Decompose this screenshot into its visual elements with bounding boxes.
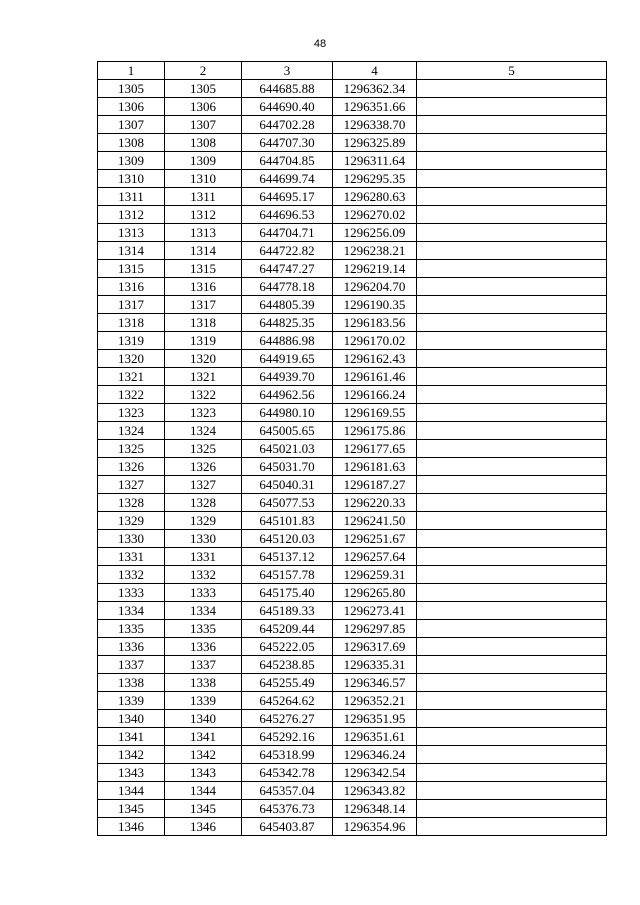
table-cell-col-4: 1296351.61	[333, 728, 417, 746]
table-cell-col-5	[417, 440, 607, 458]
table-row	[98, 494, 607, 512]
table-cell-col-4: 1296265.80	[333, 584, 417, 602]
table-cell-col-2: 1317	[165, 296, 242, 314]
table-cell-col-2: 1339	[165, 692, 242, 710]
table-cell-col-2: 1334	[165, 602, 242, 620]
table-cell-col-1: 1311	[98, 188, 165, 206]
table-cell-col-5	[417, 368, 607, 386]
table-row	[98, 746, 607, 764]
table-cell-col-4: 1296317.69	[333, 638, 417, 656]
table-cell-col-3: 644707.30	[242, 134, 333, 152]
table-cell-col-5	[417, 728, 607, 746]
table-cell-col-5	[417, 800, 607, 818]
table-cell-col-4: 1296343.82	[333, 782, 417, 800]
table-cell-col-1: 1314	[98, 242, 165, 260]
table-cell-col-4: 1296354.96	[333, 818, 417, 836]
table-cell-col-5	[417, 260, 607, 278]
table-cell-col-5	[417, 782, 607, 800]
table-cell-col-4: 1296335.31	[333, 656, 417, 674]
table-row	[98, 584, 607, 602]
table-cell-col-4: 1296251.67	[333, 530, 417, 548]
table-cell-col-2: 1309	[165, 152, 242, 170]
table-cell-col-3: 645264.62	[242, 692, 333, 710]
table-cell-col-4: 1296351.66	[333, 98, 417, 116]
table-cell-col-2: 1318	[165, 314, 242, 332]
table-cell-col-3: 645005.65	[242, 422, 333, 440]
table-cell-col-5	[417, 584, 607, 602]
table-cell-col-4: 1296256.09	[333, 224, 417, 242]
table-cell-col-4: 1296362.34	[333, 80, 417, 98]
table-cell-col-3: 644962.56	[242, 386, 333, 404]
table-cell-col-5	[417, 530, 607, 548]
table-row	[98, 602, 607, 620]
table-cell-col-5	[417, 314, 607, 332]
table-cell-col-3: 645077.53	[242, 494, 333, 512]
table-cell-col-1: 1331	[98, 548, 165, 566]
header-col-5: 5	[417, 62, 607, 80]
table-cell-col-4: 1296220.33	[333, 494, 417, 512]
table-cell-col-1: 1316	[98, 278, 165, 296]
table-cell-col-1: 1309	[98, 152, 165, 170]
table-cell-col-5	[417, 602, 607, 620]
table-cell-col-2: 1316	[165, 278, 242, 296]
table-cell-col-3: 644702.28	[242, 116, 333, 134]
table-cell-col-5	[417, 566, 607, 584]
table-cell-col-5	[417, 512, 607, 530]
table-cell-col-3: 644695.17	[242, 188, 333, 206]
table-row	[98, 710, 607, 728]
table-cell-col-1: 1330	[98, 530, 165, 548]
table-row	[98, 206, 607, 224]
table-row	[98, 332, 607, 350]
table-cell-col-1: 1318	[98, 314, 165, 332]
table-cell-col-2: 1341	[165, 728, 242, 746]
table-cell-col-2: 1314	[165, 242, 242, 260]
table-cell-col-4: 1296297.85	[333, 620, 417, 638]
table-row	[98, 80, 607, 98]
table-cell-col-3: 645222.05	[242, 638, 333, 656]
table-cell-col-5	[417, 80, 607, 98]
table-cell-col-3: 645238.85	[242, 656, 333, 674]
table-cell-col-5	[417, 332, 607, 350]
header-col-2: 2	[165, 62, 242, 80]
table-row	[98, 188, 607, 206]
table-cell-col-4: 1296280.63	[333, 188, 417, 206]
table-row	[98, 692, 607, 710]
table-cell-col-2: 1321	[165, 368, 242, 386]
table-row	[98, 728, 607, 746]
table-row	[98, 260, 607, 278]
table-cell-col-5	[417, 674, 607, 692]
table-cell-col-1: 1324	[98, 422, 165, 440]
table-cell-col-1: 1313	[98, 224, 165, 242]
table-cell-col-1: 1340	[98, 710, 165, 728]
table-cell-col-2: 1308	[165, 134, 242, 152]
table-cell-col-4: 1296342.54	[333, 764, 417, 782]
table-row	[98, 242, 607, 260]
table-cell-col-1: 1308	[98, 134, 165, 152]
table-row	[98, 314, 607, 332]
table-cell-col-2: 1328	[165, 494, 242, 512]
table-cell-col-2: 1305	[165, 80, 242, 98]
table-cell-col-4: 1296346.24	[333, 746, 417, 764]
header-col-4: 4	[333, 62, 417, 80]
table-cell-col-1: 1344	[98, 782, 165, 800]
table-cell-col-3: 644704.71	[242, 224, 333, 242]
table-cell-col-5	[417, 548, 607, 566]
table-cell-col-3: 645342.78	[242, 764, 333, 782]
table-cell-col-3: 644886.98	[242, 332, 333, 350]
table-cell-col-5	[417, 710, 607, 728]
table-cell-col-4: 1296190.35	[333, 296, 417, 314]
table-cell-col-4: 1296325.89	[333, 134, 417, 152]
table-cell-col-1: 1319	[98, 332, 165, 350]
table-row	[98, 620, 607, 638]
table-cell-col-3: 645276.27	[242, 710, 333, 728]
table-cell-col-5	[417, 638, 607, 656]
table-cell-col-3: 644939.70	[242, 368, 333, 386]
table-cell-col-2: 1335	[165, 620, 242, 638]
table-row	[98, 98, 607, 116]
table-cell-col-2: 1320	[165, 350, 242, 368]
table-cell-col-3: 644699.74	[242, 170, 333, 188]
table-row	[98, 458, 607, 476]
table-cell-col-4: 1296181.63	[333, 458, 417, 476]
table-header	[98, 62, 607, 80]
table-cell-col-5	[417, 278, 607, 296]
table-cell-col-5	[417, 386, 607, 404]
table-cell-col-5	[417, 350, 607, 368]
page-number: 48	[313, 38, 327, 50]
table-cell-col-5	[417, 494, 607, 512]
table-row	[98, 134, 607, 152]
table-cell-col-4: 1296204.70	[333, 278, 417, 296]
table-row	[98, 764, 607, 782]
table-cell-col-2: 1338	[165, 674, 242, 692]
table-cell-col-3: 644805.39	[242, 296, 333, 314]
table-row	[98, 638, 607, 656]
table-cell-col-4: 1296270.02	[333, 206, 417, 224]
table-cell-col-2: 1306	[165, 98, 242, 116]
table-cell-col-2: 1307	[165, 116, 242, 134]
table-cell-col-5	[417, 746, 607, 764]
table-cell-col-3: 644722.82	[242, 242, 333, 260]
table-cell-col-4: 1296177.65	[333, 440, 417, 458]
table-cell-col-3: 645175.40	[242, 584, 333, 602]
table-row	[98, 170, 607, 188]
table-cell-col-3: 644778.18	[242, 278, 333, 296]
table-cell-col-5	[417, 620, 607, 638]
table-cell-col-3: 644696.53	[242, 206, 333, 224]
table-cell-col-1: 1345	[98, 800, 165, 818]
header-col-1: 1	[98, 62, 165, 80]
table-row	[98, 440, 607, 458]
table-row	[98, 476, 607, 494]
table-cell-col-3: 644825.35	[242, 314, 333, 332]
header-col-3: 3	[242, 62, 333, 80]
table-cell-col-5	[417, 242, 607, 260]
table-cell-col-5	[417, 116, 607, 134]
table-cell-col-1: 1339	[98, 692, 165, 710]
table-cell-col-5	[417, 692, 607, 710]
table-cell-col-1: 1346	[98, 818, 165, 836]
table-cell-col-4: 1296238.21	[333, 242, 417, 260]
table-cell-col-4: 1296187.27	[333, 476, 417, 494]
table-cell-col-3: 645137.12	[242, 548, 333, 566]
table-cell-col-3: 644747.27	[242, 260, 333, 278]
table-cell-col-2: 1345	[165, 800, 242, 818]
table-cell-col-4: 1296311.64	[333, 152, 417, 170]
coordinates-table	[97, 61, 607, 836]
table-cell-col-2: 1319	[165, 332, 242, 350]
table-row	[98, 224, 607, 242]
table-cell-col-3: 645040.31	[242, 476, 333, 494]
table-cell-col-1: 1332	[98, 566, 165, 584]
table-cell-col-4: 1296175.86	[333, 422, 417, 440]
table-cell-col-3: 645189.33	[242, 602, 333, 620]
table-cell-col-1: 1320	[98, 350, 165, 368]
table-cell-col-1: 1305	[98, 80, 165, 98]
table-row	[98, 296, 607, 314]
table-row	[98, 404, 607, 422]
table-cell-col-1: 1342	[98, 746, 165, 764]
table-cell-col-5	[417, 296, 607, 314]
table-cell-col-3: 645120.03	[242, 530, 333, 548]
table-cell-col-3: 645318.99	[242, 746, 333, 764]
table-cell-col-2: 1310	[165, 170, 242, 188]
table-row	[98, 656, 607, 674]
table-cell-col-2: 1332	[165, 566, 242, 584]
table-cell-col-1: 1334	[98, 602, 165, 620]
table-row	[98, 530, 607, 548]
table-row	[98, 386, 607, 404]
table-cell-col-3: 645255.49	[242, 674, 333, 692]
table-cell-col-2: 1322	[165, 386, 242, 404]
table-cell-col-3: 645157.78	[242, 566, 333, 584]
table-cell-col-2: 1323	[165, 404, 242, 422]
table-cell-col-2: 1346	[165, 818, 242, 836]
table-cell-col-1: 1310	[98, 170, 165, 188]
table-cell-col-5	[417, 206, 607, 224]
table-cell-col-1: 1322	[98, 386, 165, 404]
table-cell-col-1: 1326	[98, 458, 165, 476]
table-cell-col-4: 1296259.31	[333, 566, 417, 584]
header-row	[98, 62, 607, 80]
table-row	[98, 548, 607, 566]
table-cell-col-2: 1343	[165, 764, 242, 782]
table-cell-col-5	[417, 656, 607, 674]
table-cell-col-1: 1337	[98, 656, 165, 674]
table-cell-col-5	[417, 422, 607, 440]
table-cell-col-3: 645031.70	[242, 458, 333, 476]
table-cell-col-2: 1315	[165, 260, 242, 278]
table-cell-col-3: 645376.73	[242, 800, 333, 818]
table-cell-col-4: 1296273.41	[333, 602, 417, 620]
table-cell-col-5	[417, 134, 607, 152]
table-cell-col-1: 1335	[98, 620, 165, 638]
table-cell-col-3: 644980.10	[242, 404, 333, 422]
table-cell-col-5	[417, 224, 607, 242]
table-row	[98, 116, 607, 134]
table-cell-col-3: 645357.04	[242, 782, 333, 800]
table-cell-col-3: 645021.03	[242, 440, 333, 458]
table-cell-col-2: 1312	[165, 206, 242, 224]
table-cell-col-1: 1327	[98, 476, 165, 494]
table-cell-col-1: 1321	[98, 368, 165, 386]
table-cell-col-1: 1306	[98, 98, 165, 116]
table-cell-col-2: 1327	[165, 476, 242, 494]
table-row	[98, 152, 607, 170]
table-cell-col-5	[417, 152, 607, 170]
table-body	[98, 80, 607, 836]
table-cell-col-5	[417, 404, 607, 422]
table-cell-col-1: 1307	[98, 116, 165, 134]
table-row	[98, 422, 607, 440]
table-row	[98, 368, 607, 386]
table-cell-col-2: 1333	[165, 584, 242, 602]
table-cell-col-4: 1296338.70	[333, 116, 417, 134]
table-cell-col-2: 1337	[165, 656, 242, 674]
table-cell-col-2: 1336	[165, 638, 242, 656]
table-cell-col-1: 1312	[98, 206, 165, 224]
table-cell-col-3: 645292.16	[242, 728, 333, 746]
table-cell-col-2: 1311	[165, 188, 242, 206]
table-row	[98, 278, 607, 296]
table-cell-col-3: 645101.83	[242, 512, 333, 530]
table-cell-col-4: 1296161.46	[333, 368, 417, 386]
table-cell-col-1: 1329	[98, 512, 165, 530]
table-row	[98, 782, 607, 800]
table-cell-col-2: 1344	[165, 782, 242, 800]
table-row	[98, 800, 607, 818]
table-cell-col-2: 1330	[165, 530, 242, 548]
table-cell-col-5	[417, 98, 607, 116]
table-cell-col-3: 645403.87	[242, 818, 333, 836]
table-cell-col-4: 1296166.24	[333, 386, 417, 404]
table-cell-col-2: 1329	[165, 512, 242, 530]
table-cell-col-3: 644919.65	[242, 350, 333, 368]
table-row	[98, 818, 607, 836]
table-cell-col-1: 1333	[98, 584, 165, 602]
table-cell-col-4: 1296170.02	[333, 332, 417, 350]
table-cell-col-1: 1341	[98, 728, 165, 746]
table-cell-col-1: 1338	[98, 674, 165, 692]
table-cell-col-2: 1313	[165, 224, 242, 242]
table-cell-col-1: 1336	[98, 638, 165, 656]
table-cell-col-5	[417, 170, 607, 188]
table-cell-col-1: 1328	[98, 494, 165, 512]
table-cell-col-1: 1317	[98, 296, 165, 314]
table-cell-col-4: 1296162.43	[333, 350, 417, 368]
table-cell-col-1: 1343	[98, 764, 165, 782]
table-cell-col-2: 1326	[165, 458, 242, 476]
table-cell-col-4: 1296219.14	[333, 260, 417, 278]
table-cell-col-2: 1331	[165, 548, 242, 566]
table-cell-col-4: 1296351.95	[333, 710, 417, 728]
table-row	[98, 566, 607, 584]
table-row	[98, 674, 607, 692]
table-cell-col-4: 1296352.21	[333, 692, 417, 710]
table-cell-col-5	[417, 764, 607, 782]
table-cell-col-5	[417, 458, 607, 476]
table-cell-col-4: 1296346.57	[333, 674, 417, 692]
table-row	[98, 512, 607, 530]
table-cell-col-5	[417, 188, 607, 206]
table-cell-col-4: 1296241.50	[333, 512, 417, 530]
table-cell-col-4: 1296183.56	[333, 314, 417, 332]
table-cell-col-4: 1296257.64	[333, 548, 417, 566]
table-cell-col-4: 1296295.35	[333, 170, 417, 188]
table-cell-col-5	[417, 818, 607, 836]
table-cell-col-2: 1340	[165, 710, 242, 728]
table-row	[98, 350, 607, 368]
table-cell-col-1: 1325	[98, 440, 165, 458]
table-cell-col-2: 1324	[165, 422, 242, 440]
table-cell-col-3: 645209.44	[242, 620, 333, 638]
table-cell-col-3: 644704.85	[242, 152, 333, 170]
table-cell-col-1: 1323	[98, 404, 165, 422]
table-cell-col-2: 1325	[165, 440, 242, 458]
table-cell-col-1: 1315	[98, 260, 165, 278]
table-cell-col-5	[417, 476, 607, 494]
table-cell-col-4: 1296348.14	[333, 800, 417, 818]
table-cell-col-4: 1296169.55	[333, 404, 417, 422]
table-cell-col-2: 1342	[165, 746, 242, 764]
table-cell-col-3: 644685.88	[242, 80, 333, 98]
table-cell-col-3: 644690.40	[242, 98, 333, 116]
